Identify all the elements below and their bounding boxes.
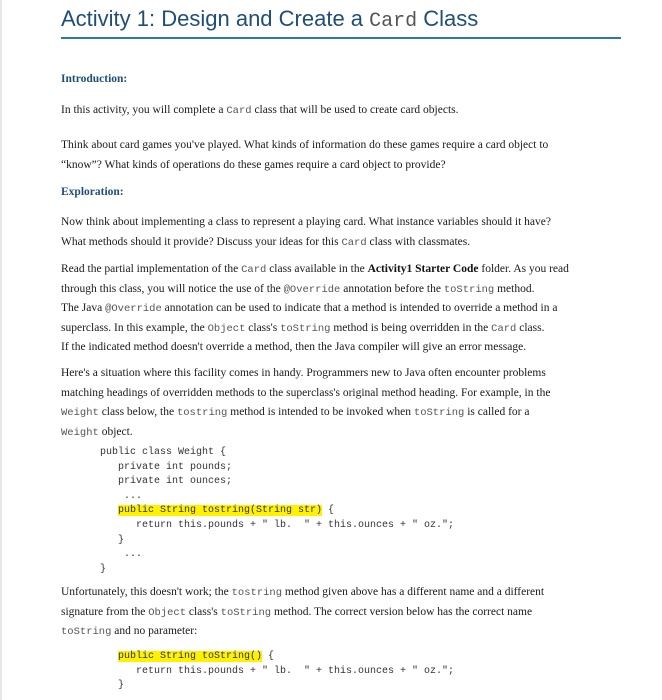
- starter-code-folder: Activity1 Starter Code: [367, 263, 479, 275]
- text: class available in the: [266, 263, 368, 275]
- exp-p1-line-2: [61, 233, 601, 253]
- text: Unfortunately, this doesn't work; the: [61, 586, 232, 598]
- code-line-highlighted: [100, 504, 454, 519]
- code-line: ...: [100, 549, 143, 561]
- code-tostring-wrong: tostring: [231, 587, 283, 599]
- exploration-paragraph-1: [61, 213, 601, 252]
- exploration-paragraph-3: [61, 364, 601, 442]
- text: What methods should it provide? Discuss your ideas for this: [61, 235, 342, 248]
- text: Read the partial implementation of the: [61, 263, 242, 275]
- unf-line-2: [61, 603, 601, 623]
- text: superclass. In this example, the: [61, 321, 208, 334]
- exploration-paragraph-2: [61, 260, 601, 358]
- code-line: ...: [100, 490, 143, 502]
- text: class below, the: [98, 406, 177, 418]
- text: The Java: [61, 302, 106, 314]
- unf-line-1: [61, 583, 601, 603]
- unfortunately-paragraph: [61, 583, 601, 642]
- weight-code-block: [100, 446, 454, 577]
- exp-p3-line-1: Here's a situation where this facility comes in handy. Programmers new to Java often encounter problems: [61, 367, 546, 379]
- code-weight: Weight: [61, 407, 99, 419]
- exp-p3-line-4: [61, 423, 601, 443]
- highlighted-signature: public String toString(): [118, 651, 263, 662]
- exp-p3-line-3: [61, 403, 601, 423]
- text: method given above has a different name and a different: [282, 586, 545, 598]
- code-line: return this.pounds + " lb. " + this.ounces + " oz.";: [118, 519, 455, 531]
- title-code: Card: [369, 10, 418, 33]
- code-weight: Weight: [61, 426, 99, 439]
- code-text: {: [322, 505, 335, 517]
- code-line: }: [118, 680, 125, 692]
- highlighted-signature: public String tostring(String str): [118, 505, 323, 517]
- intro-paragraph-1: [61, 101, 601, 121]
- page-edge: [0, 0, 2, 700]
- text: class's: [245, 321, 281, 334]
- text: annotation can be used to indicate that a method is intended to override a method in a: [161, 302, 558, 314]
- code-line-highlighted: [118, 650, 454, 665]
- exp-p3-line-2: matching headings of overridden methods to the superclass's original method heading. For example, in the: [61, 386, 551, 399]
- exp-p1-line-1: Now think about implementing a class to represent a playing card. What instance variables should it have?: [61, 216, 551, 228]
- code-object: Object: [148, 606, 186, 619]
- code-tostring-wrong: tostring: [176, 407, 228, 419]
- text: class.: [516, 321, 545, 334]
- code-line: public class Weight {: [100, 447, 227, 458]
- text: annotation before the: [340, 282, 444, 295]
- intro-p2-line-1: Think about card games you've played. What kinds of information do these games require a card object to: [61, 139, 549, 151]
- text: and no parameter:: [111, 625, 198, 637]
- introduction-heading: Introduction:: [61, 73, 128, 85]
- text: through this class, you will notice the use of the: [61, 282, 284, 295]
- code-line: }: [118, 534, 125, 546]
- code-card: Card: [241, 264, 267, 276]
- code-line: private int pounds;: [100, 461, 233, 473]
- text: method is intended to be invoked when: [227, 406, 414, 418]
- title-prefix: Activity 1: Design and Create a: [61, 6, 370, 31]
- code-override: @Override: [105, 303, 162, 315]
- text: class with classmates.: [366, 235, 471, 248]
- intro-paragraph-2: [61, 136, 601, 175]
- code-tostring: toString: [280, 322, 331, 335]
- text: folder. As you read: [478, 263, 569, 275]
- exploration-heading: Exploration:: [61, 186, 124, 198]
- code-tostring: toString: [413, 407, 465, 419]
- code-override: @Override: [283, 283, 341, 296]
- unf-line-3: [61, 622, 601, 642]
- exp-p2-line-4: [61, 319, 601, 339]
- exp-p2-line-1: [61, 260, 601, 280]
- code-line: }: [100, 563, 107, 575]
- code-tostring: toString: [443, 283, 495, 296]
- activity-title: [61, 6, 478, 33]
- text: is called for a: [464, 406, 530, 418]
- title-rule: [61, 37, 621, 39]
- exp-p2-line-3: [61, 299, 601, 319]
- text: class that will be used to create card objects.: [251, 104, 459, 116]
- exp-p2-line-2: [61, 280, 601, 300]
- code-card: Card: [341, 236, 367, 249]
- text: signature from the: [61, 605, 149, 618]
- text: method is being overridden in the: [330, 321, 492, 334]
- code-object: Object: [207, 322, 246, 335]
- tostring-code-block: [118, 650, 454, 694]
- code-text: {: [262, 651, 275, 662]
- text: method. The correct version below has the correct name: [271, 605, 533, 618]
- intro-p2-line-2: “know”? What kinds of operations do these games require a card object to provide?: [61, 158, 446, 171]
- intro-p1-line: [61, 101, 601, 121]
- text: class's: [186, 605, 221, 618]
- code-card: Card: [226, 105, 252, 117]
- text: In this activity, you will complete a: [61, 104, 227, 116]
- code-tostring: toString: [220, 606, 272, 619]
- text: object.: [98, 425, 133, 438]
- text: method.: [494, 282, 535, 295]
- title-suffix: Class: [417, 6, 479, 31]
- code-card: Card: [491, 322, 517, 335]
- code-tostring: toString: [61, 626, 112, 638]
- exp-p2-line-5: If the indicated method doesn't override a method, then the Java compiler will give an error message.: [61, 341, 527, 353]
- code-line: return this.pounds + " lb. " + this.ounces + " oz.";: [118, 665, 455, 677]
- code-line: private int ounces;: [100, 476, 233, 488]
